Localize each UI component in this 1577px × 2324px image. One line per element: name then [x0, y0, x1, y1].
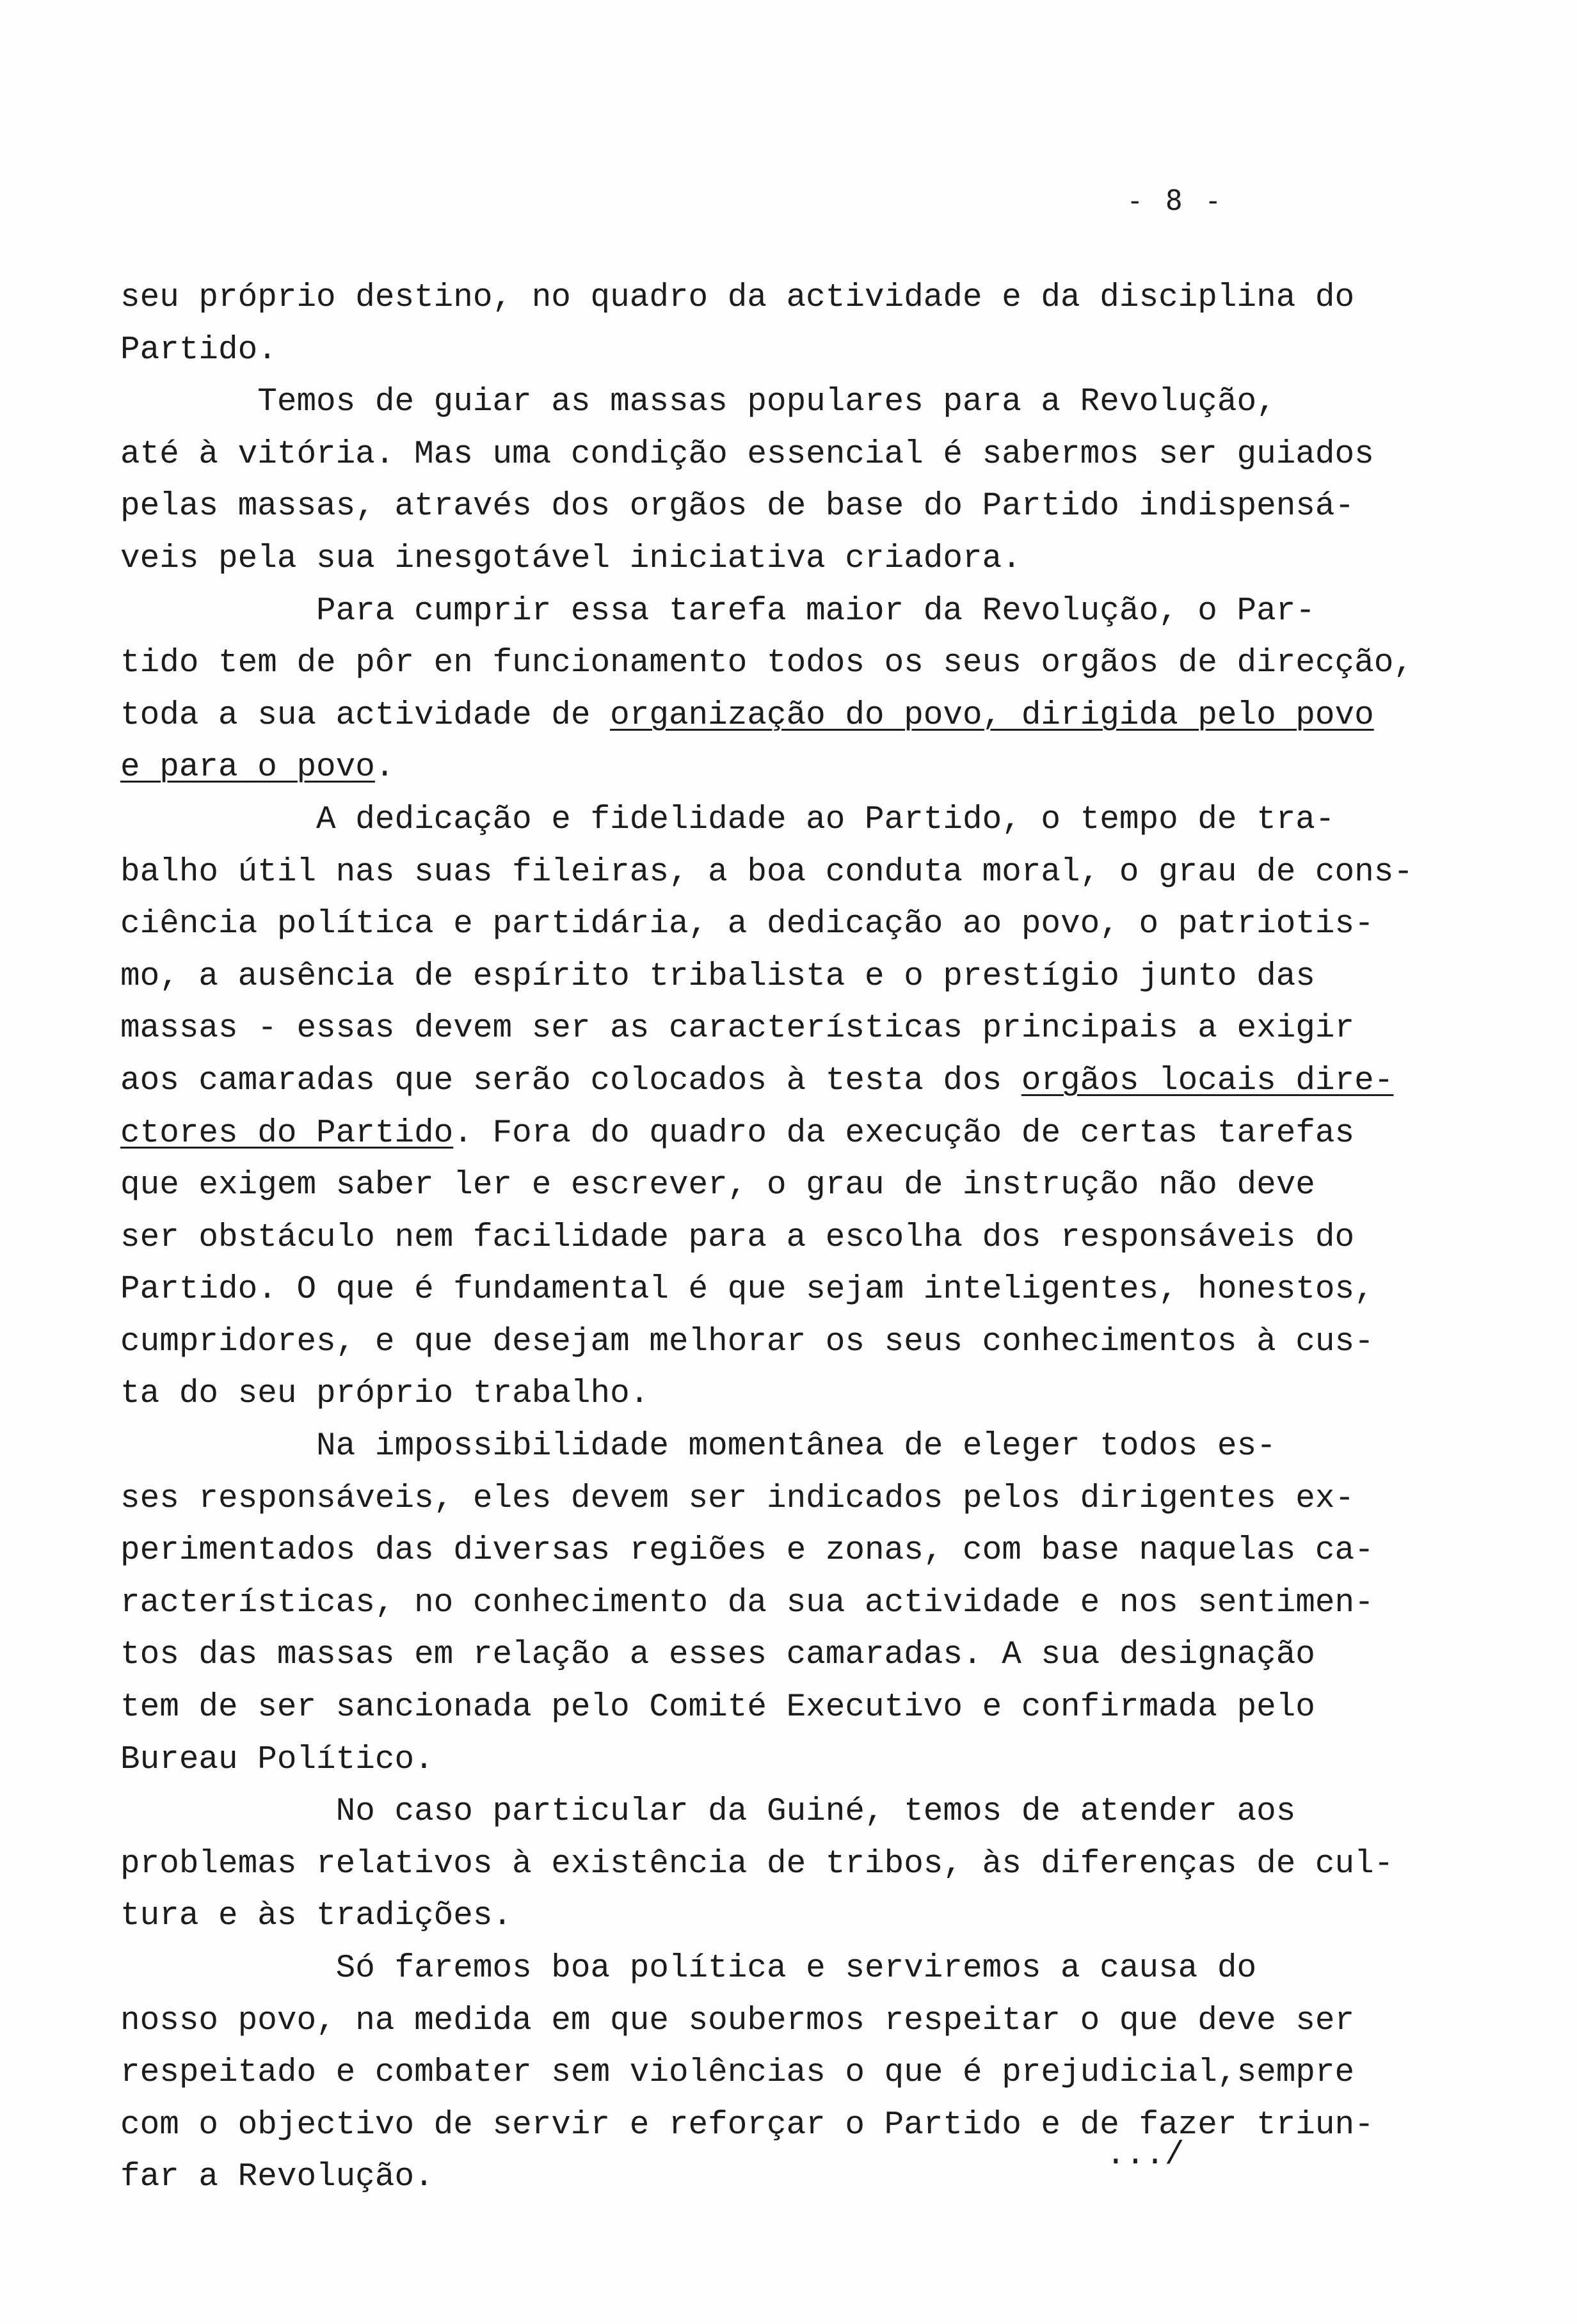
underlined-text: organização do povo, dirigida pelo povo: [610, 697, 1374, 734]
text-line: [120, 1525, 1394, 1577]
text-line: [120, 1629, 1394, 1682]
body-text: [120, 272, 1413, 2204]
text-segment: nosso povo, na medida em que soubermos respeitar o que deve ser: [120, 2002, 1355, 2039]
text-segment: A dedicação e fidelidade ao Partido, o tempo de tra-: [120, 801, 1335, 838]
underlined-text: e para o povo: [120, 749, 375, 786]
text-segment: que exigem saber ler e escrever, o grau de instrução não deve: [120, 1167, 1315, 1204]
text-segment: far a Revolução.: [120, 2159, 434, 2196]
text-line: [120, 1316, 1394, 1369]
text-line: [120, 1368, 1394, 1421]
text-line: [120, 951, 1394, 1003]
text-segment: Para cumprir essa tarefa maior da Revolução, o Par-: [120, 593, 1315, 630]
text-line: [120, 1734, 1394, 1787]
text-line: [120, 1421, 1394, 1473]
text-line: [120, 690, 1394, 742]
text-line: [120, 1264, 1394, 1316]
text-segment: toda a sua actividade de: [120, 697, 611, 734]
text-segment: com o objectivo de servir e reforçar o Partido e de fazer triun-: [120, 2106, 1374, 2144]
text-segment: pelas massas, através dos orgãos de base do Partido indispensá-: [120, 488, 1355, 525]
text-segment: .: [374, 749, 395, 786]
text-segment: Temos de guiar as massas populares para a Revolução,: [120, 384, 1276, 421]
text-line: [120, 794, 1394, 847]
text-segment: problemas relativos à existência de tribos, às diferenças de cul-: [120, 1845, 1394, 1882]
underlined-text: orgãos locais dire-: [1021, 1062, 1394, 1099]
text-segment: aos camaradas que serão colocados à testa dos: [120, 1062, 1021, 1099]
text-line: [120, 1159, 1394, 1212]
text-segment: ses responsáveis, eles devem ser indicados pelos dirigentes ex-: [120, 1480, 1355, 1517]
text-line: [120, 1838, 1394, 1891]
text-segment: No caso particular da Guiné, temos de atender aos: [120, 1794, 1296, 1831]
text-line: [120, 2047, 1394, 2099]
text-line: [120, 1995, 1394, 2048]
text-line: [120, 1212, 1394, 1264]
text-segment: perimentados das diversas regiões e zonas, com base naquelas ca-: [120, 1532, 1374, 1570]
text-line: [120, 1055, 1394, 1108]
text-line: [120, 637, 1413, 690]
text-line: [120, 847, 1413, 899]
text-segment: Partido.: [120, 331, 277, 369]
text-line: [120, 1473, 1394, 1525]
page-number: - 8 -: [1126, 184, 1224, 217]
text-segment: ciência política e partidária, a dedicação ao povo, o patriotis-: [120, 906, 1374, 943]
text-segment: cumpridores, e que desejam melhorar os seus conhecimentos à cus-: [120, 1323, 1374, 1360]
text-segment: massas - essas devem ser as características principais a exigir: [120, 1010, 1355, 1047]
text-segment: racterísticas, no conhecimento da sua actividade e nos sentimen-: [120, 1584, 1374, 1621]
text-segment: mo, a ausência de espírito tribalista e o prestígio junto das: [120, 958, 1315, 995]
text-segment: ta do seu próprio trabalho.: [120, 1376, 650, 1413]
text-segment: Bureau Político.: [120, 1741, 434, 1778]
text-line: [120, 376, 1394, 429]
underlined-text: ctores do Partido: [120, 1115, 454, 1152]
text-segment: Na impossibilidade momentânea de eleger todos es-: [120, 1428, 1276, 1465]
text-segment: . Fora do quadro da execução de certas tarefas: [453, 1115, 1355, 1152]
text-line: [120, 2151, 1394, 2204]
text-line: [120, 324, 1394, 377]
text-line: [120, 272, 1394, 324]
text-line: [120, 1577, 1394, 1630]
text-line: [120, 1943, 1394, 1995]
text-segment: tos das massas em relação a esses camaradas. A sua designação: [120, 1637, 1315, 1674]
text-segment: tem de ser sancionada pelo Comité Executivo e confirmada pelo: [120, 1689, 1315, 1726]
text-segment: veis pela sua inesgotável iniciativa criadora.: [120, 540, 1021, 577]
text-segment: tura e às tradições.: [120, 1898, 513, 1935]
text-line: [120, 898, 1394, 951]
text-segment: Só faremos boa política e serviremos a causa do: [120, 1950, 1257, 1987]
text-line: [120, 742, 1394, 794]
text-line: [120, 429, 1394, 481]
text-line: [120, 1786, 1394, 1838]
text-line: [120, 1003, 1394, 1055]
text-line: [120, 1108, 1394, 1160]
text-segment: até à vitória. Mas uma condição essencial é sabermos ser guiados: [120, 436, 1374, 473]
text-segment: Partido. O que é fundamental é que sejam inteligentes, honestos,: [120, 1271, 1374, 1309]
text-line: [120, 1682, 1394, 1734]
text-line: [120, 585, 1394, 638]
text-segment: tido tem de pôr en funcionamento todos os seus orgãos de direcção,: [120, 645, 1413, 682]
text-segment: ser obstáculo nem facilidade para a escolha dos responsáveis do: [120, 1219, 1355, 1256]
text-segment: seu próprio destino, no quadro da actividade e da disciplina do: [120, 280, 1355, 316]
text-segment: respeitado e combater sem violências o que é prejudicial,sempre: [120, 2055, 1355, 2092]
text-line: [120, 481, 1394, 533]
text-line: [120, 1890, 1394, 1943]
text-line: [120, 533, 1394, 585]
text-segment: balho útil nas suas fileiras, a boa conduta moral, o grau de cons-: [120, 854, 1413, 891]
continuation-mark: .../: [1106, 2137, 1185, 2174]
text-line: [120, 2099, 1394, 2152]
